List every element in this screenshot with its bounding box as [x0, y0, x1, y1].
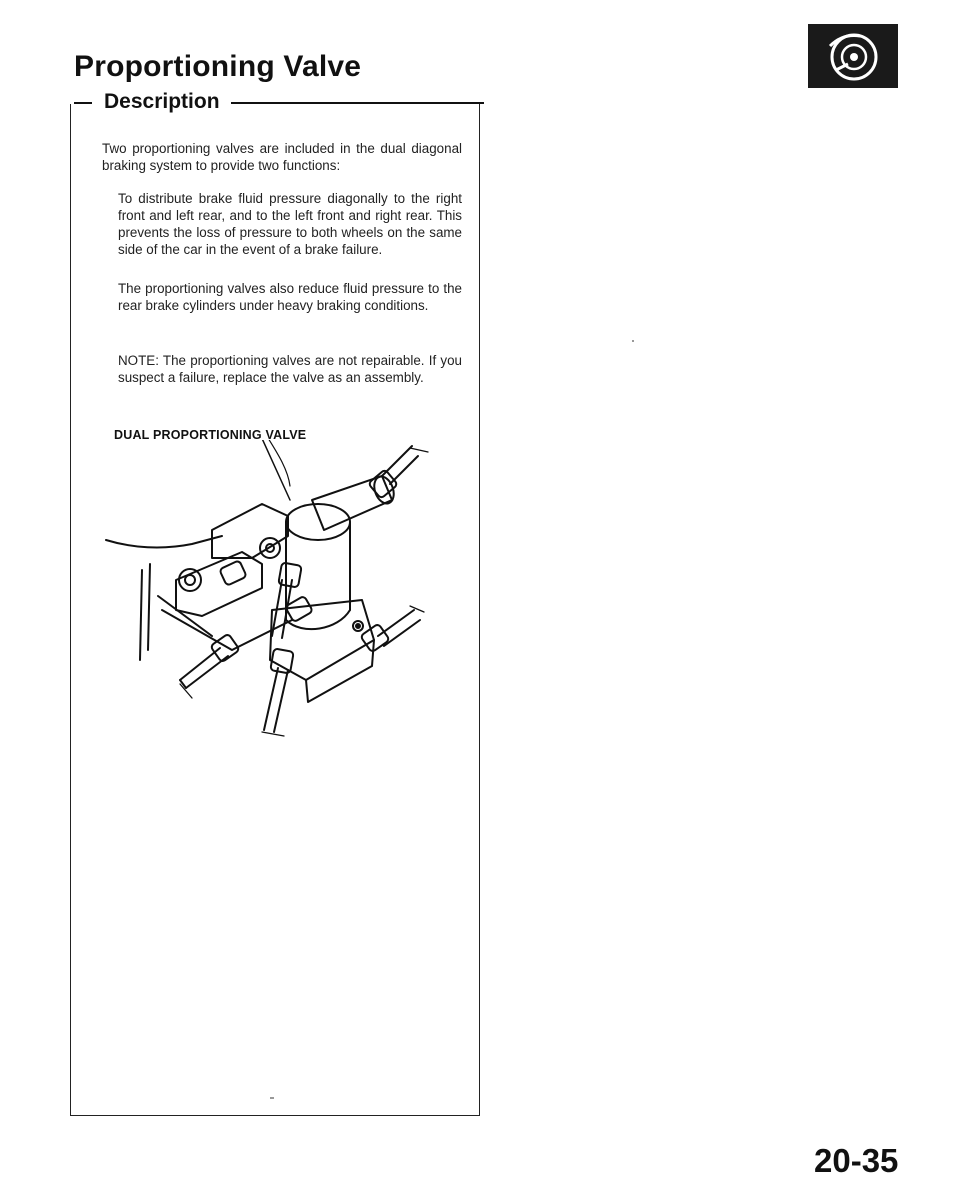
paragraph-note: NOTE: The proportioning valves are not repairable. If you suspect a failure, replace the valve as an assembly.	[118, 353, 462, 385]
brake-disc-icon	[808, 24, 898, 88]
page-number: 20-35	[814, 1142, 899, 1179]
intro-text: Two proportioning valves are included in the dual diagonal braking system to provide two functions:	[102, 141, 462, 173]
section-title: Description	[104, 90, 220, 113]
page-title: Proportioning Valve	[74, 50, 362, 83]
scan-speck	[632, 340, 634, 342]
scan-speck	[270, 1097, 274, 1099]
paragraph-distribution: To distribute brake fluid pressure diagonally to the right front and left rear, and to the left front and right rear. This prevents the loss of pressure to both wheels on the same side of the car in the event of a brake failure.	[118, 191, 462, 257]
proportioning-valve-illustration	[92, 440, 452, 760]
paragraph-pressure-reduction: The proportioning valves also reduce fluid pressure to the rear brake cylinders under heavy braking conditions.	[118, 281, 462, 313]
figure-label: DUAL PROPORTIONING VALVE	[114, 428, 307, 442]
